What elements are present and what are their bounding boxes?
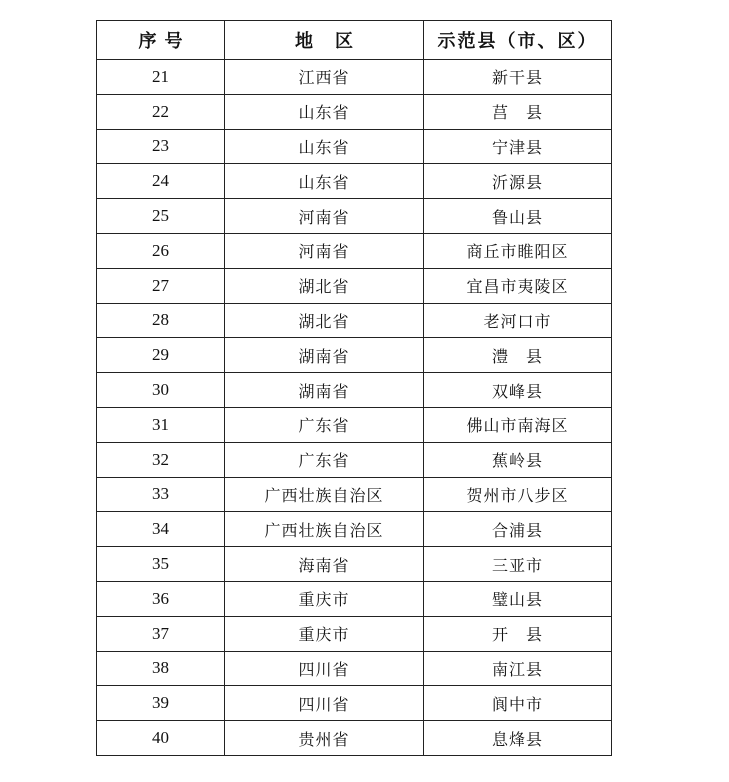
table-header-row <box>97 21 612 60</box>
table-row <box>97 60 612 95</box>
row-county-cell: 佛山市南海区 <box>424 407 612 442</box>
row-county-cell: 宁津县 <box>424 129 612 164</box>
row-index-cell: 36 <box>97 581 225 616</box>
row-region-cell: 贵州省 <box>225 721 424 756</box>
row-region-cell: 山东省 <box>225 129 424 164</box>
row-index-cell: 33 <box>97 477 225 512</box>
table-row <box>97 94 612 129</box>
row-region-cell: 湖南省 <box>225 338 424 373</box>
row-region-cell: 河南省 <box>225 199 424 234</box>
row-index-cell: 25 <box>97 199 225 234</box>
row-index-cell: 22 <box>97 94 225 129</box>
table-row <box>97 651 612 686</box>
row-county-cell: 商丘市睢阳区 <box>424 233 612 268</box>
row-index-cell: 28 <box>97 303 225 338</box>
table-row <box>97 199 612 234</box>
row-index-cell: 40 <box>97 721 225 756</box>
row-region-cell: 广西壮族自治区 <box>225 512 424 547</box>
header-region: 地区 <box>225 21 424 60</box>
row-county-cell: 阆中市 <box>424 686 612 721</box>
row-county-cell: 三亚市 <box>424 547 612 582</box>
row-county-cell: 鲁山县 <box>424 199 612 234</box>
row-index-cell: 21 <box>97 60 225 95</box>
row-region-cell: 重庆市 <box>225 616 424 651</box>
table-body <box>97 60 612 756</box>
row-region-cell: 湖北省 <box>225 268 424 303</box>
demonstration-county-table <box>96 20 612 756</box>
row-county-cell: 息烽县 <box>424 721 612 756</box>
row-county-cell: 宜昌市夷陵区 <box>424 268 612 303</box>
row-region-cell: 四川省 <box>225 651 424 686</box>
row-region-cell: 广西壮族自治区 <box>225 477 424 512</box>
row-county-cell: 澧 县 <box>424 338 612 373</box>
row-county-cell: 双峰县 <box>424 373 612 408</box>
table-row <box>97 233 612 268</box>
row-county-cell: 蕉岭县 <box>424 442 612 477</box>
row-index-cell: 38 <box>97 651 225 686</box>
row-region-cell: 山东省 <box>225 94 424 129</box>
row-region-cell: 河南省 <box>225 233 424 268</box>
table-row <box>97 512 612 547</box>
row-region-cell: 广东省 <box>225 407 424 442</box>
table-row <box>97 721 612 756</box>
row-county-cell: 沂源县 <box>424 164 612 199</box>
row-region-cell: 湖北省 <box>225 303 424 338</box>
row-county-cell: 合浦县 <box>424 512 612 547</box>
header-index: 序号 <box>97 21 225 60</box>
header-county: 示范县（市、区） <box>424 21 612 60</box>
table-row <box>97 686 612 721</box>
row-index-cell: 31 <box>97 407 225 442</box>
table-row <box>97 164 612 199</box>
row-region-cell: 湖南省 <box>225 373 424 408</box>
row-index-cell: 30 <box>97 373 225 408</box>
row-region-cell: 重庆市 <box>225 581 424 616</box>
row-county-cell: 璧山县 <box>424 581 612 616</box>
table-row <box>97 547 612 582</box>
row-region-cell: 四川省 <box>225 686 424 721</box>
row-index-cell: 27 <box>97 268 225 303</box>
row-index-cell: 34 <box>97 512 225 547</box>
row-index-cell: 37 <box>97 616 225 651</box>
table-row <box>97 407 612 442</box>
row-region-cell: 山东省 <box>225 164 424 199</box>
row-county-cell: 老河口市 <box>424 303 612 338</box>
table-row <box>97 581 612 616</box>
row-index-cell: 35 <box>97 547 225 582</box>
table-row <box>97 442 612 477</box>
table-row <box>97 338 612 373</box>
table-row <box>97 303 612 338</box>
row-index-cell: 24 <box>97 164 225 199</box>
row-region-cell: 海南省 <box>225 547 424 582</box>
table-row <box>97 268 612 303</box>
row-region-cell: 江西省 <box>225 60 424 95</box>
table-row <box>97 477 612 512</box>
row-county-cell: 南江县 <box>424 651 612 686</box>
row-county-cell: 开 县 <box>424 616 612 651</box>
table-row <box>97 129 612 164</box>
row-county-cell: 贺州市八步区 <box>424 477 612 512</box>
table-row <box>97 373 612 408</box>
table-row <box>97 616 612 651</box>
row-region-cell: 广东省 <box>225 442 424 477</box>
row-index-cell: 29 <box>97 338 225 373</box>
row-index-cell: 23 <box>97 129 225 164</box>
row-index-cell: 26 <box>97 233 225 268</box>
row-county-cell: 莒 县 <box>424 94 612 129</box>
row-index-cell: 39 <box>97 686 225 721</box>
row-index-cell: 32 <box>97 442 225 477</box>
row-county-cell: 新干县 <box>424 60 612 95</box>
